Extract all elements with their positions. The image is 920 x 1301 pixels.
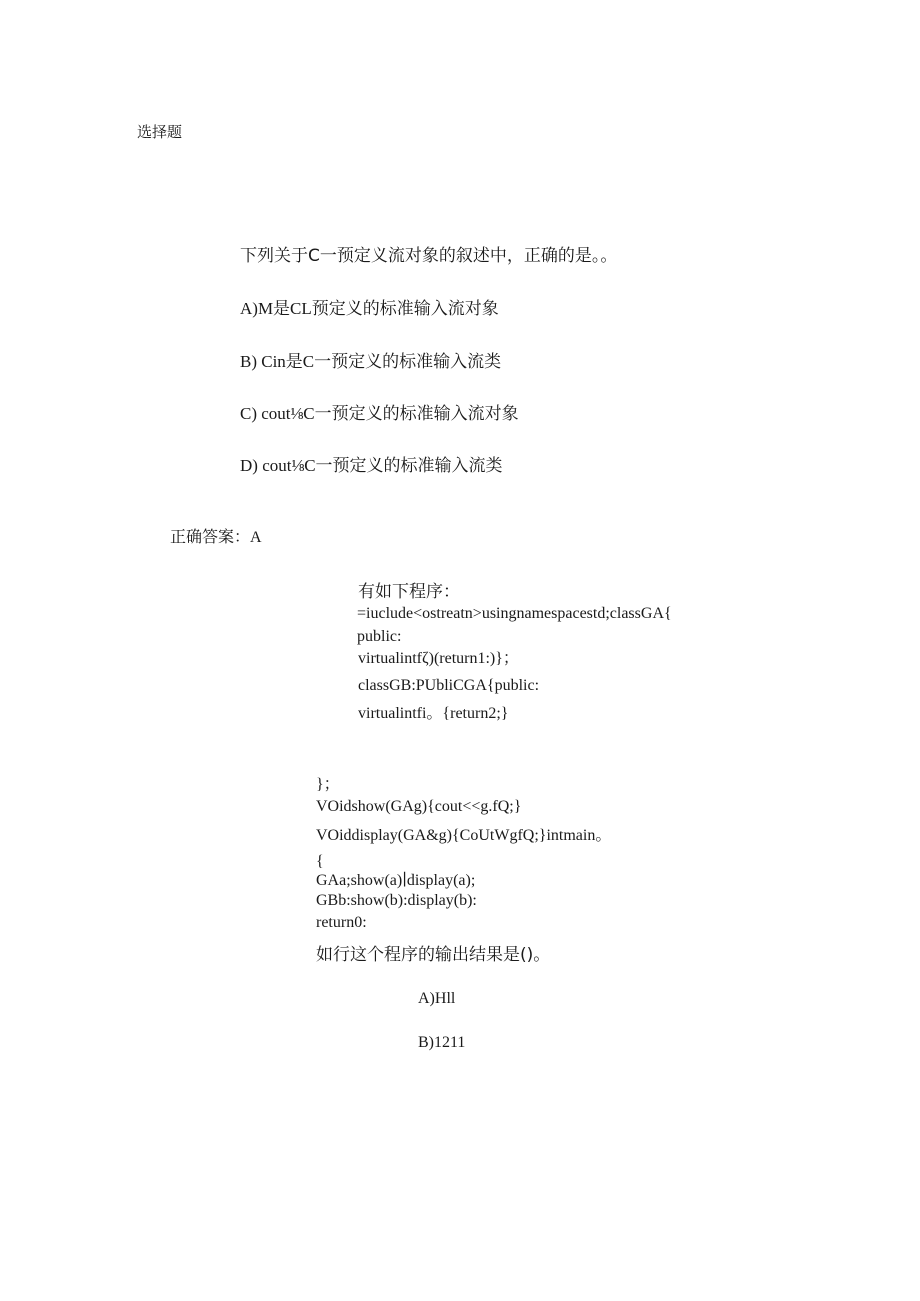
code-line: VOiddisplay(GA&g){CoUtWgfQ;}intmain。 xyxy=(316,827,612,844)
code-line: GBb:show(b):display(b): xyxy=(316,892,477,909)
question-2-option-a: A)Hll xyxy=(418,990,456,1007)
question-1-option-c: C) cout⅛C一预定义的标准输入流对象 xyxy=(240,404,519,423)
code-line: classGB:PUbliCGA{public: xyxy=(358,677,540,694)
code-line: GAa;show(a)∣display(a); xyxy=(316,872,476,889)
code-line: public: xyxy=(357,628,402,645)
question-2-intro: 有如下程序： xyxy=(358,582,460,602)
section-title: 选择题 xyxy=(137,125,183,141)
question-1-stem: 下列关于C一预定义流对象的叙述中，正确的是。。 xyxy=(240,246,618,266)
question-1-answer: 正确答案：A xyxy=(170,529,262,546)
question-2-stem: 如行这个程序的输出结果是()。 xyxy=(316,945,551,965)
code-line: { xyxy=(316,853,324,870)
code-line: }； xyxy=(316,776,340,793)
question-1-option-b: B) Cin是C一预定义的标准输入流类 xyxy=(240,352,502,371)
code-line: virtualintfζ)(return1:)}； xyxy=(358,650,519,667)
code-line: VOidshow(GAg){cout<<g.fQ;} xyxy=(316,798,522,815)
code-line: return0: xyxy=(316,914,367,931)
code-line: =iuclude<ostreatn>usingnamespacestd;classGA{ xyxy=(357,605,672,622)
question-1-option-d: D) cout⅛C一预定义的标准输入流类 xyxy=(240,456,503,475)
question-2-option-b: B)1211 xyxy=(418,1034,466,1051)
code-line: virtualintfi。{return2;} xyxy=(358,705,509,722)
question-1-option-a: A)M是CL预定义的标准输入流对象 xyxy=(240,299,499,318)
